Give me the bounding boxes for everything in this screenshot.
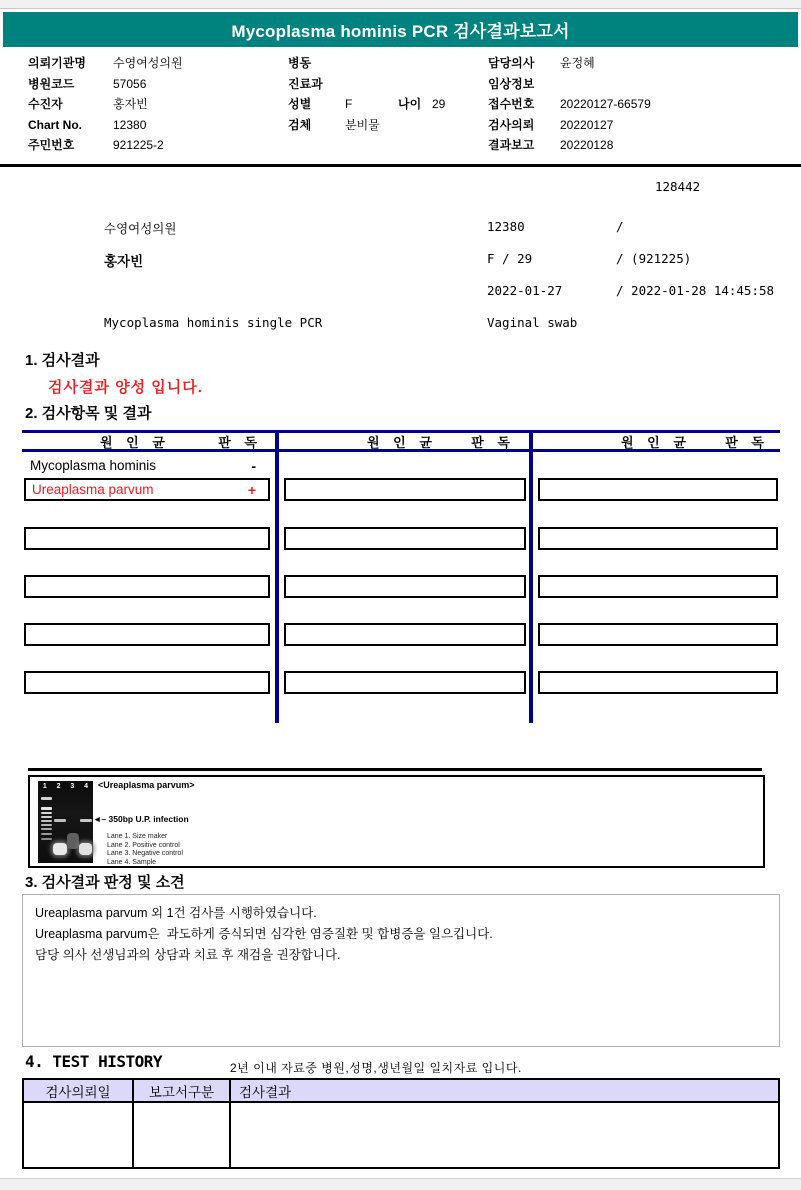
info-row [288, 74, 445, 95]
history-cell [23, 1102, 133, 1168]
field-value: 12380 [113, 117, 147, 132]
gel-title: <Ureaplasma parvum> [98, 780, 195, 790]
results-table [22, 430, 780, 723]
opinion-line: Ureaplasma parvum 외 1건 검사를 시행하였습니다. [35, 906, 317, 920]
field-value: 분비물 [345, 117, 380, 132]
field-label: Chart No. [28, 117, 82, 132]
reading-header: 판 독 [725, 434, 769, 450]
info-row [488, 135, 651, 156]
results-header-col3 [537, 433, 777, 449]
empty-result-box [538, 671, 778, 694]
info-row [28, 135, 183, 156]
field-label: 병동 [288, 56, 312, 70]
reading-value: - [251, 457, 256, 474]
gel-photo [38, 781, 93, 863]
gel-band-annotation [93, 814, 189, 824]
info-column-left [28, 53, 183, 156]
field-value: 29 [432, 97, 446, 112]
positive-control-band [54, 819, 66, 822]
organism-header: 원 인 균 [621, 434, 691, 450]
info-row [288, 115, 445, 136]
info-row [28, 115, 183, 136]
legend-line: Lane 3. Negative control [107, 850, 183, 858]
empty-result-box [538, 575, 778, 598]
info-header [0, 53, 801, 163]
legend-line: Lane 4. Sample [107, 858, 157, 866]
field-label: 병원코드 [28, 76, 75, 91]
organism-name: Ureaplasma parvum [32, 482, 154, 497]
lane-number: 2 [56, 783, 61, 790]
history-cell [230, 1102, 779, 1168]
empty-result-box [538, 478, 778, 501]
report-datetime: / 2022-01-28 14:45:58 [616, 283, 775, 298]
section3-heading: 3. 검사결과 판정 및 소견 [25, 874, 185, 891]
test-history-table [22, 1078, 780, 1169]
report-title: Mycoplasma hominis PCR 검사결과보고서 [231, 22, 570, 41]
ladder-band [41, 824, 52, 826]
gel-legend [107, 833, 183, 867]
organism-header: 원 인 균 [100, 434, 170, 450]
reading-value: + [247, 481, 256, 498]
patient-name: 홍자빈 [104, 254, 144, 270]
report-title-bar [3, 12, 798, 47]
info-row [288, 94, 445, 115]
result-row-ureaplasma [24, 478, 270, 501]
reading-header: 판 독 [471, 434, 515, 450]
history-col-request-date: 검사의뢰일 [23, 1079, 133, 1102]
gel-figure [28, 775, 765, 868]
ladder-band [41, 833, 52, 835]
band-arrow-icon: ◄– [93, 814, 107, 824]
chart-separator: / [616, 219, 624, 234]
field-label: 수진자 [28, 97, 63, 112]
chart-number: 12380 [487, 219, 525, 234]
empty-result-box [24, 527, 270, 550]
opinion-line: 담당 의사 선생님과의 상담과 치료 후 재검을 권장합니다. [35, 948, 341, 962]
organism-name: Mycoplasma hominis [30, 458, 157, 473]
overall-result: 검사결과 양성 입니다. [48, 379, 203, 396]
empty-result-box [284, 671, 526, 694]
empty-result-box [24, 623, 270, 646]
field-label: 접수번호 [488, 97, 535, 112]
ladder-band [41, 797, 52, 800]
primer-blob [53, 843, 67, 855]
lane-number: 1 [42, 783, 47, 790]
field-label: 검사의뢰 [488, 117, 535, 132]
organism-header: 원 인 균 [367, 434, 437, 450]
info-row [28, 74, 183, 95]
field-value: 수영여성의원 [113, 56, 183, 70]
field-value: 57056 [113, 76, 147, 91]
legend-line: Lane 1. Size maker [107, 833, 168, 840]
ladder-band [41, 828, 52, 830]
opinion-box [22, 894, 780, 1047]
info-row [488, 94, 651, 115]
ladder-band [41, 820, 52, 822]
ladder-band [41, 812, 52, 814]
section2-heading: 2. 검사항목 및 결과 [25, 405, 152, 422]
field-value: 20220127-66579 [560, 97, 651, 112]
info-row [488, 74, 651, 95]
band-label: 350bp U.P. infection [108, 814, 189, 824]
section4-heading: 4. TEST HISTORY [25, 1052, 162, 1071]
test-name: Mycoplasma hominis single PCR [104, 315, 323, 330]
info-row [488, 53, 651, 74]
field-label: 담당의사 [488, 56, 535, 70]
field-value: 20220127 [560, 117, 614, 132]
history-cell [133, 1102, 230, 1168]
hospital-name: 수영여성의원 [104, 221, 177, 236]
empty-result-box [284, 623, 526, 646]
results-header-col1 [30, 433, 270, 449]
empty-result-box [538, 527, 778, 550]
field-label: 결과보고 [488, 138, 535, 153]
field-value: 윤정혜 [560, 56, 595, 70]
empty-result-box [284, 575, 526, 598]
empty-result-box [284, 527, 526, 550]
field-label: 나이 [398, 97, 422, 112]
history-empty-row [23, 1102, 779, 1168]
window-top-strip [0, 0, 801, 9]
field-label: 검체 [288, 117, 312, 132]
opinion-line: Ureaplasma parvum은 과도하게 증식되면 심각한 염증질환 및 합병증을 일으킵니다. [35, 927, 493, 941]
empty-result-box [538, 623, 778, 646]
info-column-right [488, 53, 651, 156]
ladder-band [41, 807, 52, 810]
history-header-row [23, 1079, 779, 1102]
field-label: 주민번호 [28, 138, 75, 153]
history-note: 2년 이내 자료중 병원,성명,생년월일 일치자료 입니다. [230, 1061, 522, 1075]
legend-line: Lane 2. Positive control [107, 841, 180, 849]
lane-number: 4 [84, 783, 89, 790]
result-row-mycoplasma [28, 455, 270, 476]
field-value: F [345, 97, 353, 112]
history-col-report-type: 보고서구분 [133, 1079, 230, 1102]
info-column-middle [288, 53, 445, 135]
gel-top-line [28, 768, 762, 771]
info-row [28, 94, 183, 115]
field-label: 의뢰기관명 [28, 56, 86, 70]
field-value: 921225-2 [113, 138, 164, 153]
ladder-band [41, 816, 52, 818]
info-row [288, 53, 445, 74]
window-bottom-strip [0, 1178, 801, 1190]
section-divider [0, 164, 801, 167]
primer-blob [79, 843, 92, 855]
info-row [488, 115, 651, 136]
info-row [28, 53, 183, 74]
field-value: 20220128 [560, 138, 614, 153]
column-divider [275, 430, 279, 723]
empty-result-box [284, 478, 526, 501]
negative-control-smear [67, 833, 79, 849]
field-value: 홍자빈 [113, 97, 148, 112]
results-header-col2 [283, 433, 525, 449]
sample-band [80, 819, 92, 822]
lane-number: 3 [70, 783, 75, 790]
history-col-result: 검사결과 [230, 1079, 779, 1102]
field-label: 임상정보 [488, 76, 535, 91]
reading-header: 판 독 [218, 434, 262, 450]
gel-lane-numbers [38, 783, 93, 790]
sex-age: F / 29 [487, 251, 533, 266]
field-label: 진료과 [288, 76, 323, 91]
empty-result-box [24, 671, 270, 694]
section1-heading: 1. 검사결과 [25, 352, 100, 369]
ladder-band [41, 838, 52, 840]
specimen-type: Vaginal swab [487, 315, 578, 330]
field-label: 성별 [288, 97, 312, 112]
birth-year: / (921225) [616, 251, 692, 266]
empty-result-box [24, 575, 270, 598]
doc-number: 128442 [655, 179, 701, 194]
request-date: 2022-01-27 [487, 283, 563, 298]
column-divider [529, 430, 533, 723]
